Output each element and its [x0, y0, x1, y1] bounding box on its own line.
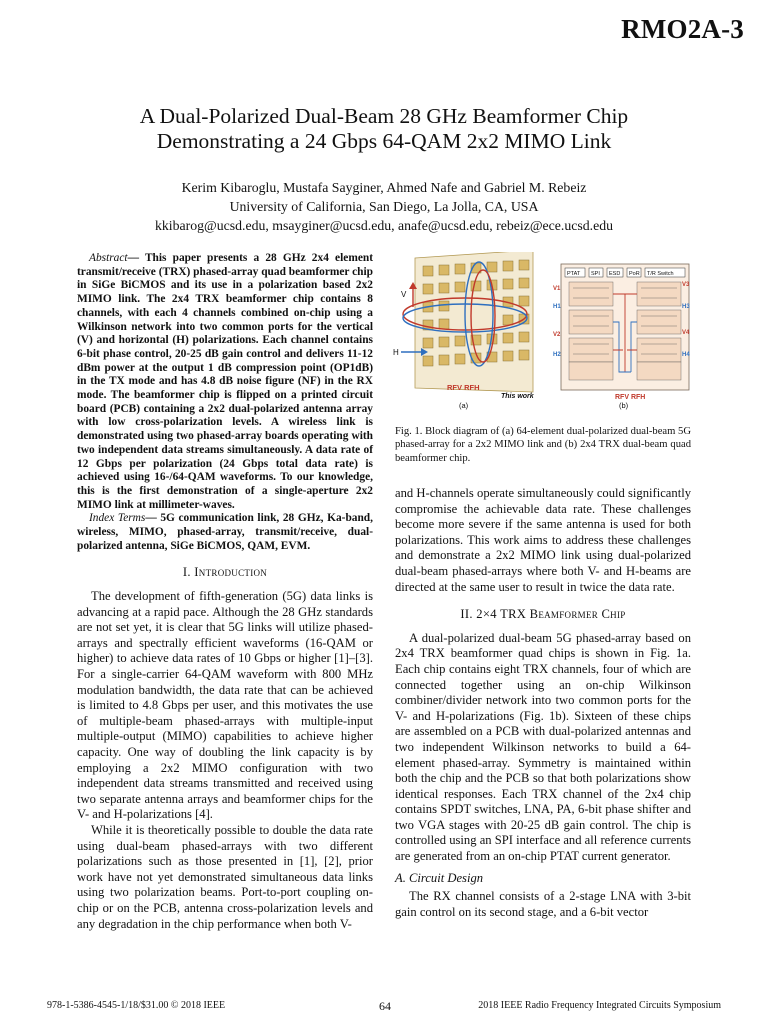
author-affiliation: University of California, San Diego, La Jolla, CA, USA [229, 199, 539, 214]
circuit-paragraph-1: The RX channel consists of a 2-stage LNA with 3-bit gain control on its second stage, and a 6-bit vector [395, 889, 691, 919]
figure-label-a: (a) [459, 401, 469, 410]
abstract-label: Abstract [89, 252, 128, 264]
block-por: PoR [629, 271, 640, 277]
footer-copyright: 978-1-5386-4545-1/18/$31.00 © 2018 IEEE [47, 1000, 226, 1011]
port-h1: H1 [553, 304, 561, 310]
left-column [77, 252, 373, 932]
intro-paragraph-2: While it is theoretically possible to double the data rate using dual-beam phased-arrays with two different polarizations such as those presented in [1], [2], prior work have not yet demonstrated simultaneous data links using two polarization beams. Port-to-port coupling on-chip or on the PCB, antenna cross-polarization levels and any degradation in the chip performance when both V- [77, 822, 373, 931]
block-tr-switch: T/R Switch [647, 271, 674, 277]
right-paragraph-1: and H-channels operate simultaneously could significantly compromise the achievable data rate. These challenges become more severe if the same antenna is used for both polarizations. This work aims to address these challenges and demonstrate a 2x2 MIMO link using dual-polarized dual-beam phased-arrays where both V- and H-beams are directed at the same user to result in twice the data rate. [395, 486, 691, 594]
block-spi: SPI [591, 271, 600, 277]
paper-id: RMO2A-3 [621, 14, 744, 44]
port-h2: H2 [553, 352, 561, 358]
figure-1a [393, 252, 535, 410]
intro-paragraph-1: The development of fifth-generation (5G) data links is advancing at a rapid pace. Although the 28 GHz standards are not set yet, it is clear that 5G links will utilize phased-arrays and spectrally efficient waveforms (16-QAM or higher) to achieve data rates of 10 Gbps or higher [1]–[3]. For a single-carrier 64-QAM waveform with 800 MHz modulation bandwidth, the data rate that can be achieved is limited to 4.8 Gbps per user, and this motivates the use of multiple-beam phased-arrays with multiple-input multiple-output (MIMO) capabilities to achieve higher capacity. One way of doubling the link capacity is by employing a 2x2 MIMO configuration with two independent data streams transmitted and received using two separate antenna arrays and beamformer chips for the V- and H-polarizations [4]. [77, 589, 373, 822]
title-line-2: Demonstrating a 24 Gbps 64-QAM 2x2 MIMO Link [156, 129, 612, 153]
rf-ports-label-b: RFV RFH [615, 394, 646, 401]
block-ptat: PTAT [567, 271, 581, 277]
block-esd: ESD [609, 271, 621, 277]
index-terms-label: Index Terms [89, 512, 146, 525]
title-line-1: A Dual-Polarized Dual-Beam 28 GHz Beamformer Chip [139, 104, 629, 128]
author-block [0, 178, 768, 235]
trx-paragraph-1: A dual-polarized dual-beam 5G phased-array based on 2x4 TRX beamformer quad chips is shown in Fig. 1a. Each chip contains eight TRX channels, four of which are connected together using an on-chip Wilkinson combiner/divider network into two common ports for the V- and H-polarizations (Fig. 1b). Sixteen of these chips are assembled on a PCB with dual-polarized antennas and two independent Wilkinson networks to build a 64-element phased-array. Symmetry is maintained within both the chip and the PCB so that both polarizations show identical responses. Each TRX channel of the 2x4 chip contains SPDT switches, LNA, PA, 6-bit phase shifter and two VGA stages with 20-25 dB gain control. The chip is controlled using an SPI interface and all reference currents are generated from an on-chip PTAT current generator. [395, 630, 691, 864]
figure-1 [393, 252, 693, 412]
abstract-text: — This paper presents a 28 GHz 2x4 element transmit/receive (TRX) phased-array quad beamformer chip in SiGe BiCMOS and its use in a polarization based 2x2 MIMO link. The 2x4 TRX beamformer chip contains 8 channels, with each 4 channels combined on-chip using a Wilkinson network into two common ports for the vertical (V) and horizontal (H) polarizations. Each channel contains 6-bit phase control, 20-25 dB gain control and delivers 11-12 dBm power at the output 1 dB compression point (OP1dB) in the TX mode and has 4.8 dB noise figure (NF) in the RX mode. The beamformer chip is flipped on a printed circuit board (PCB) containing a 2x2 dual-polarized antenna array with low cross-polarization levels. A wireless link is demonstrated using two phased-array boards operating with two independent data streams simultaneously. A data rate of 12 Gbps per polarization (24 Gbps total data rate) is achieved using 16-/64-QAM waveforms. To our knowledge, this is the first demonstration of a single-aperture 2x2 MIMO link at millimeter-waves. [77, 252, 374, 511]
author-emails: kkibarog@ucsd.edu, msayginer@ucsd.edu, anafe@ucsd.edu, rebeiz@ece.ucsd.edu [154, 218, 614, 233]
intro-heading: I. Introduction [182, 565, 268, 580]
footer-venue: 2018 IEEE Radio Frequency Integrated Circuits Symposium [478, 1000, 721, 1011]
index-terms-text: — 5G communication link, 28 GHz, Ka-band, wireless, MIMO, phased-array, transmit/receive, dual-polarized antenna, SiGe BiCMOS, QAM, EVM. [77, 512, 373, 552]
rf-ports-label-a: RFV RFH [447, 383, 480, 392]
index-terms [77, 512, 373, 553]
port-v3: V3 [682, 282, 690, 288]
port-v2: V2 [553, 332, 561, 338]
port-h4: H4 [682, 352, 690, 358]
page-number: 64 [379, 999, 391, 1013]
author-names: Kerim Kibaroglu, Mustafa Sayginer, Ahmed Nafe and Gabriel M. Rebeiz [181, 180, 587, 195]
port-v4: V4 [682, 330, 690, 336]
circuit-design-heading: A. Circuit Design [395, 870, 484, 885]
h-polarization-label: H [393, 348, 399, 357]
this-work-label: This work [501, 393, 534, 400]
figure-caption: Fig. 1. Block diagram of (a) 64-element dual-polarized dual-beam 5G phased-array for a 2x2 MIMO link and (b) 2x4 TRX dual-beam quad beamformer chip. [395, 426, 691, 464]
abstract [77, 252, 373, 512]
figure-1b [553, 264, 690, 410]
page-title [0, 104, 768, 154]
v-polarization-label: V [401, 290, 407, 299]
port-h3: H3 [682, 304, 690, 310]
trx-heading: II. 2×4 TRX Beamformer Chip [460, 607, 626, 622]
right-column [395, 486, 691, 920]
port-v1: V1 [553, 286, 561, 292]
figure-label-b: (b) [619, 401, 629, 410]
